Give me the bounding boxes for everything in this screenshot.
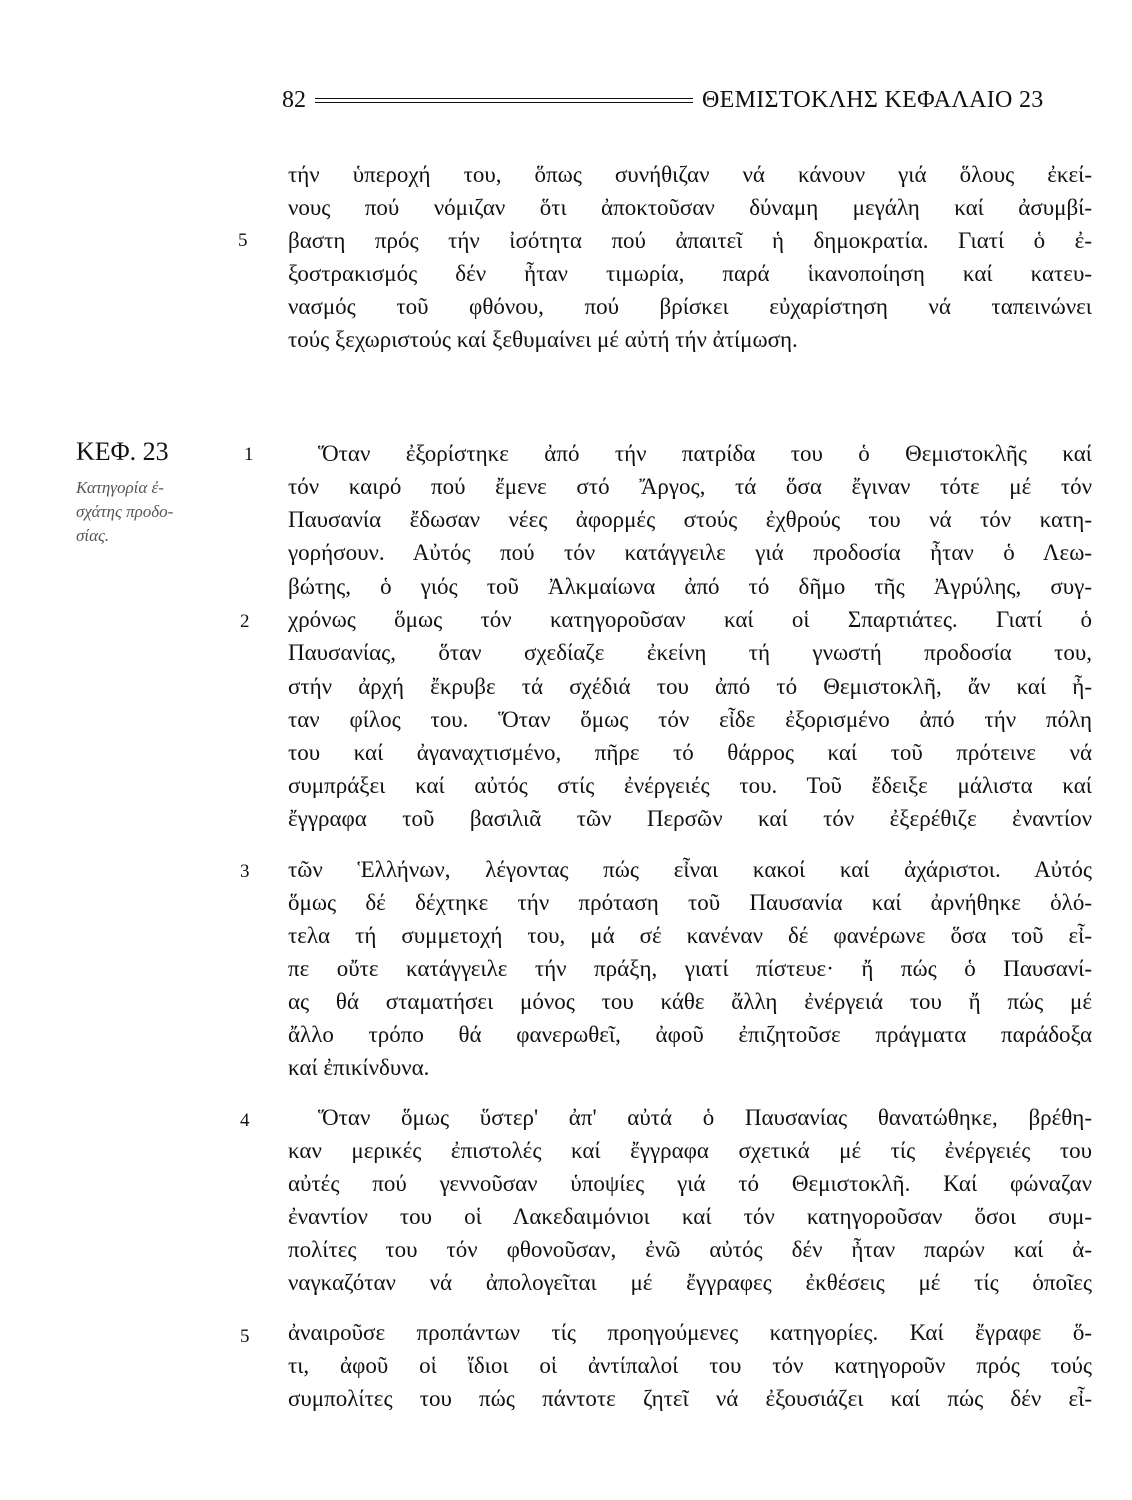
text-line: του καί ἀγαναχτισμένο, πῆρε τό θάρρος καί τοῦ πρότεινε νά bbox=[288, 740, 1092, 765]
running-header bbox=[282, 86, 1100, 116]
text-line: καν μερικές ἐπιστολές καί ἔγγραφα σχετικά μέ τίς ἐνέργειές του bbox=[288, 1138, 1092, 1163]
text-line: ταν φίλος του. Ὅταν ὅμως τόν εἶδε ἐξορισμένο ἀπό τήν πόλη bbox=[288, 707, 1092, 732]
line-number: 5 bbox=[240, 1326, 250, 1347]
line-number: 3 bbox=[240, 861, 250, 882]
text-line: βώτης, ὁ γιός τοῦ Ἀλκμαίωνα ἀπό τό δῆμο τῆς Ἀγρύλης, συγ- bbox=[288, 574, 1092, 599]
margin-note-line: σχάτης προδο- bbox=[76, 502, 174, 521]
text-line: ἀναιροῦσε προπάντων τίς προηγούμενες κατηγορίες. Καί ἔγραφε ὅ- bbox=[288, 1320, 1092, 1345]
text-line: γορήσουν. Αὐτός πού τόν κατάγγειλε γιά προδοσία ἦταν ὁ Λεω- bbox=[288, 540, 1092, 565]
text-line: τήν ὑπεροχή του, ὅπως συνήθιζαν νά κάνουν γιά ὅλους ἐκεί- bbox=[288, 162, 1092, 187]
text-line: πολίτες του τόν φθονοῦσαν, ἐνῶ αὐτός δέν ἦταν παρών καί ἀ- bbox=[288, 1237, 1092, 1262]
text-line: ὅμως δέ δέχτηκε τήν πρόταση τοῦ Παυσανία καί ἀρνήθηκε ὁλό- bbox=[288, 890, 1092, 915]
text-line: Παυσανία ἔδωσαν νέες ἀφορμές στούς ἐχθρούς του νά τόν κατη- bbox=[288, 507, 1092, 532]
text-line: καί ἐπικίνδυνα. bbox=[288, 1055, 430, 1080]
chapter-label: ΚΕΦ. 23 bbox=[76, 437, 169, 466]
text-line: αὐτές πού γεννοῦσαν ὑποψίες γιά τό Θεμιστοκλῆ. Καί φώναζαν bbox=[288, 1171, 1092, 1196]
text-line: τελα τή συμμετοχή του, μά σέ κανέναν δέ φανέρωνε ὅσα τοῦ εἶ- bbox=[288, 923, 1092, 948]
text-line: τῶν Ἑλλήνων, λέγοντας πώς εἶναι κακοί καί ἀχάριστοι. Αὐτός bbox=[288, 857, 1092, 882]
text-line: πε οὔτε κατάγγειλε τήν πράξη, γιατί πίστευε· ἤ πώς ὁ Παυσανί- bbox=[288, 956, 1092, 981]
text-line: ἄλλο τρόπο θά φανερωθεῖ, ἀφοῦ ἐπιζητοῦσε πράγματα παράδοξα bbox=[288, 1022, 1092, 1047]
text-line: τόν καιρό πού ἔμενε στό Ἄργος, τά ὅσα ἔγιναν τότε μέ τόν bbox=[288, 474, 1092, 499]
text-line: Ὅταν ὅμως ὕστερ' ἀπ' αὐτά ὁ Παυσανίας θανατώθηκε, βρέθη- bbox=[318, 1105, 1092, 1130]
text-line: χρόνως ὅμως τόν κατηγοροῦσαν καί οἱ Σπαρτιάτες. Γιατί ὁ bbox=[288, 607, 1092, 632]
line-number: 1 bbox=[244, 444, 254, 465]
text-line: τούς ξεχωριστούς καί ξεθυμαίνει μέ αὐτή τήν ἀτίμωση. bbox=[288, 327, 798, 352]
text-line: ξοστρακισμός δέν ἦταν τιμωρία, παρά ἱκανοποίηση καί κατευ- bbox=[288, 261, 1092, 286]
line-number: 2 bbox=[240, 611, 250, 632]
text-line: ναγκαζόταν νά ἀπολογεῖται μέ ἔγγραφες ἐκθέσεις μέ τίς ὁποῖες bbox=[288, 1270, 1092, 1295]
text-line: ας θά σταματήσει μόνος του κάθε ἄλλη ἐνέργειά του ἤ πώς μέ bbox=[288, 989, 1092, 1014]
text-line: συμπράξει καί αὐτός στίς ἐνέργειές του. Τοῦ ἔδειξε μάλιστα καί bbox=[288, 773, 1092, 798]
line-number: 4 bbox=[240, 1110, 250, 1131]
header-double-rule bbox=[315, 98, 693, 103]
text-line: Παυσανίας, ὅταν σχεδίαζε ἐκείνη τή γνωστή προδοσία του, bbox=[288, 640, 1092, 665]
text-line: βαστη πρός τήν ἰσότητα πού ἀπαιτεῖ ἡ δημοκρατία. Γιατί ὁ ἐ- bbox=[288, 228, 1092, 253]
page-number: 82 bbox=[282, 87, 306, 113]
margin-note-line: σίας. bbox=[76, 526, 110, 545]
line-number: 5 bbox=[238, 230, 248, 251]
margin-note-line: Κατηγορία ἐ- bbox=[76, 478, 164, 497]
text-line: ἐναντίον του οἱ Λακεδαιμόνιοι καί τόν κατηγοροῦσαν ὅσοι συμ- bbox=[288, 1204, 1092, 1229]
text-line: τι, ἀφοῦ οἱ ἴδιοι οἱ ἀντίπαλοί του τόν κατηγοροῦν πρός τούς bbox=[288, 1353, 1092, 1378]
running-title: ΘΕΜΙΣΤΟΚΛΗΣ ΚΕΦΑΛΑΙΟ 23 bbox=[702, 87, 1044, 113]
text-line: Ὅταν ἐξορίστηκε ἀπό τήν πατρίδα του ὁ Θεμιστοκλῆς καί bbox=[318, 441, 1092, 466]
text-line: συμπολίτες του πώς πάντοτε ζητεῖ νά ἐξουσιάζει καί πώς δέν εἶ- bbox=[288, 1386, 1092, 1411]
text-line: νους πού νόμιζαν ὅτι ἀποκτοῦσαν δύναμη μεγάλη καί ἀσυμβί- bbox=[288, 195, 1092, 220]
text-line: ἔγγραφα τοῦ βασιλιᾶ τῶν Περσῶν καί τόν ἐξερέθιζε ἐναντίον bbox=[288, 806, 1092, 831]
text-line: στήν ἀρχή ἔκρυβε τά σχέδιά του ἀπό τό Θεμιστοκλῆ, ἄν καί ἦ- bbox=[288, 674, 1092, 699]
text-line: νασμός τοῦ φθόνου, πού βρίσκει εὐχαρίστηση νά ταπεινώνει bbox=[288, 294, 1092, 319]
